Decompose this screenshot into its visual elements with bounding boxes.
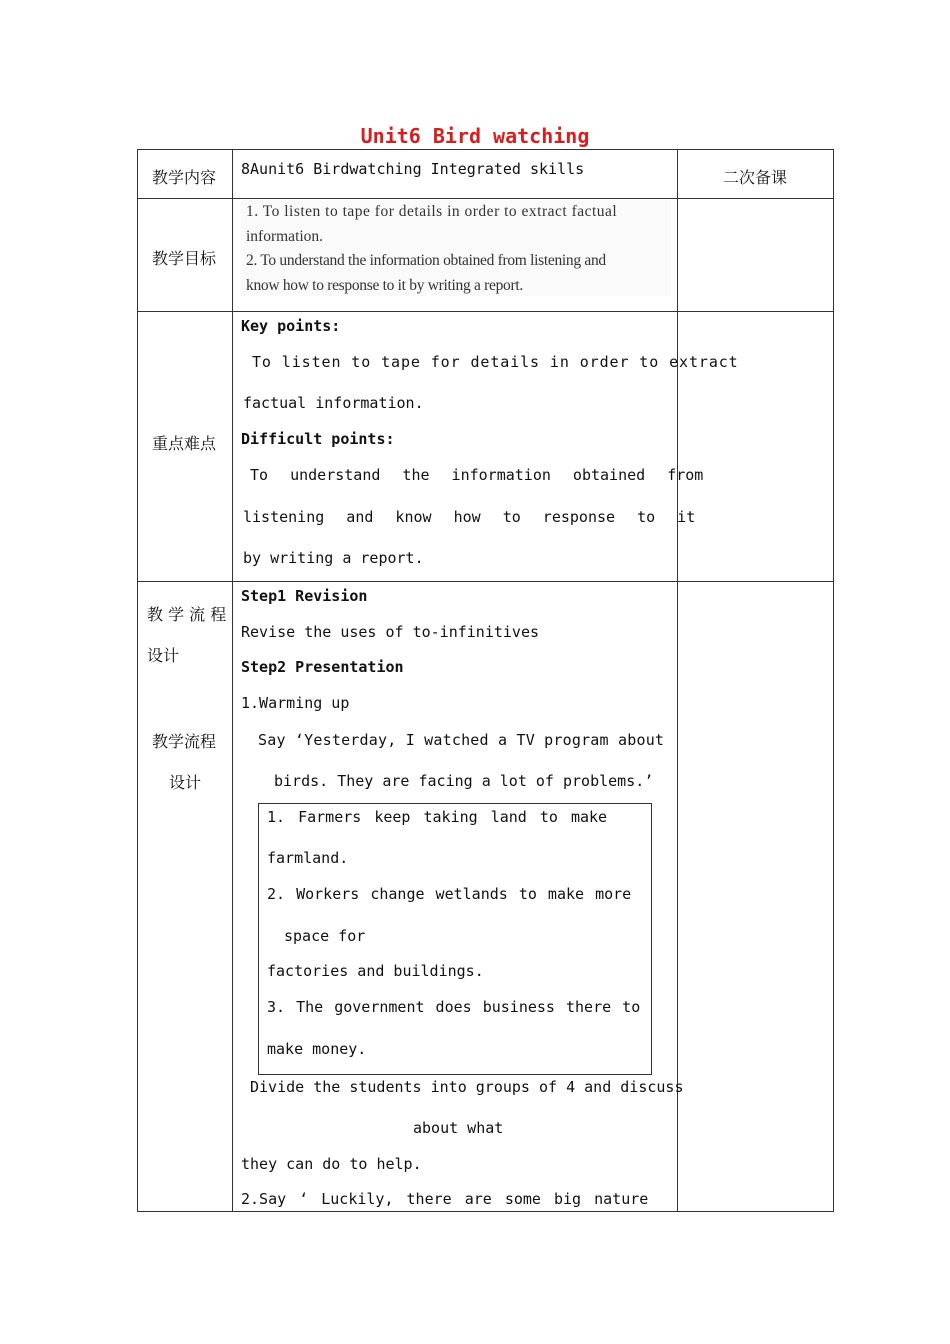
key-points-line-1: To listen to tape for details in order to extract [252, 353, 739, 371]
divide-line-2: about what [413, 1119, 504, 1137]
problem-3-line-2: make money. [267, 1040, 367, 1058]
say-2-line: 2.Say ‘ Luckily, there are some big nature [241, 1190, 649, 1208]
document-title: Unit6 Bird watching [360, 124, 590, 148]
difficult-points-line-3: by writing a report. [243, 549, 424, 567]
row-label-key-points: 重点难点 [152, 434, 217, 453]
divide-line-3: they can do to help. [241, 1155, 422, 1173]
table-border-bottom [137, 1211, 834, 1212]
objective-line: information. [246, 227, 324, 245]
row-label-process-a-2: 设计 [147, 646, 180, 665]
row-label-process-a: 教 学 流 程 [147, 605, 227, 624]
table-divider-1 [232, 149, 233, 1212]
problem-3-line-1: 3. The government does business there to [267, 998, 641, 1016]
key-points-heading: Key points: [241, 317, 341, 335]
warming-up: 1.Warming up [241, 694, 350, 712]
step1-heading: Step1 Revision [241, 587, 368, 605]
header-second-prep: 二次备课 [723, 168, 788, 187]
problem-1-line-2: farmland. [267, 849, 349, 867]
step1-text: Revise the uses of to-infinitives [241, 623, 540, 641]
table-border-top [137, 149, 834, 150]
table-border-row3 [137, 581, 834, 582]
row-label-objectives: 教学目标 [152, 249, 217, 268]
problem-2-line-2: space for [284, 927, 366, 945]
topic-text: 8Aunit6 Birdwatching Integrated skills [241, 160, 585, 178]
objectives-image-text [241, 200, 671, 296]
objective-line: know how to response to it by writing a report. [246, 276, 523, 294]
row-label-process-b-2: 设计 [169, 773, 202, 792]
row-label-process-b: 教学流程 [152, 732, 217, 751]
objective-line: 2. To understand the information obtained from listening and [246, 252, 606, 269]
difficult-points-line-2: listening and know how to response to it [243, 508, 696, 526]
row-label-content: 教学内容 [152, 168, 217, 187]
difficult-points-heading: Difficult points: [241, 430, 395, 448]
difficult-points-line-1: To understand the information obtained from [250, 466, 704, 484]
problem-1-line-1: 1. Farmers keep taking land to make [267, 808, 608, 826]
key-points-line-2: factual information. [243, 394, 424, 412]
problem-2-line-1: 2. Workers change wetlands to make more [267, 885, 632, 903]
table-divider-2 [677, 149, 678, 1212]
table-border-right [833, 149, 834, 1212]
say-line-1: Say ‘Yesterday, I watched a TV program about [258, 731, 665, 749]
table-border-row1 [137, 198, 834, 199]
step2-heading: Step2 Presentation [241, 658, 404, 676]
table-border-row2 [137, 311, 834, 312]
problem-2-line-3: factories and buildings. [267, 962, 484, 980]
say-line-2: birds. They are facing a lot of problems.’ [274, 772, 654, 790]
table-border-left [137, 149, 138, 1212]
objective-line: 1. To listen to tape for details in order to extract factual [246, 203, 618, 220]
divide-line-1: Divide the students into groups of 4 and discuss [250, 1078, 684, 1096]
